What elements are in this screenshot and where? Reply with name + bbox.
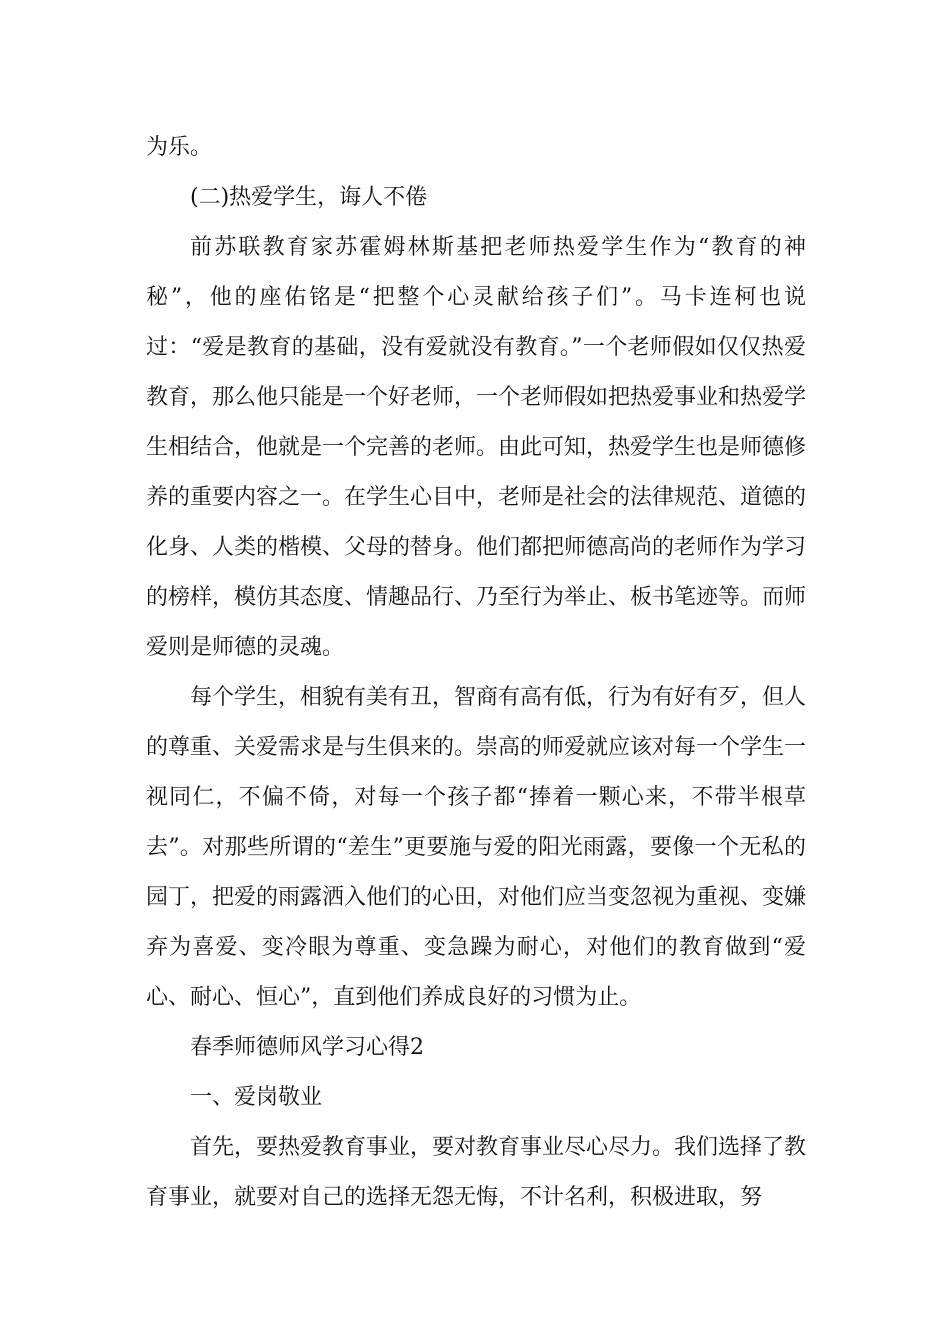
- paragraph: 前苏联教育家苏霍姆林斯基把老师热爱学生作为“教育的神秘”，他的座佑铭是“把整个心灵献给孩子们”。马卡连柯也说过：“爱是教育的基础，没有爱就没有教育。”一个老师假如仅仅热爱教育，那么他只能是一个好老师，一个老师假如把热爱事业和热爱学生相结合，他就是一个完善的老师。由此可知，热爱学生也是师德修养的重要内容之一。在学生心目中，老师是社会的法律规范、道德的化身、人类的楷模、父母的替身。他们都把师德高尚的老师作为学习的榜样，模仿其态度、情趣品行、乃至行为举止、板书笔迹等。而师爱则是师德的灵魂。: [146, 235, 807, 660]
- paragraph: 每个学生，相貌有美有丑，智商有高有低，行为有好有歹，但人的尊重、关爱需求是与生俱来的。崇高的师爱就应该对每一个学生一视同仁，不偏不倚，对每一个孩子都“捧着一颗心来，不带半根草去”。对那些所谓的“差生”更要施与爱的阳光雨露，要像一个无私的园丁，把爱的雨露洒入他们的心田，对他们应当变忽视为重视、变嫌弃为喜爱、变冷眼为尊重、变急躁为耐心，对他们的教育做到“爱心、耐心、恒心”，直到他们养成良好的习惯为止。: [146, 685, 807, 1010]
- document-section-title: 春季师德师风学习心得2: [190, 1035, 424, 1060]
- subheading: 一、爱岗敬业: [190, 1085, 323, 1110]
- section-heading: (二)热爱学生，诲人不倦: [190, 185, 428, 210]
- paragraph-continuation: 为乐。: [146, 135, 213, 160]
- document-body: [146, 123, 806, 1223]
- paragraph: 首先，要热爱教育事业，要对教育事业尽心尽力。我们选择了教育事业，就要对自己的选择无怨无悔，不计名利，积极进取，努: [146, 1135, 807, 1210]
